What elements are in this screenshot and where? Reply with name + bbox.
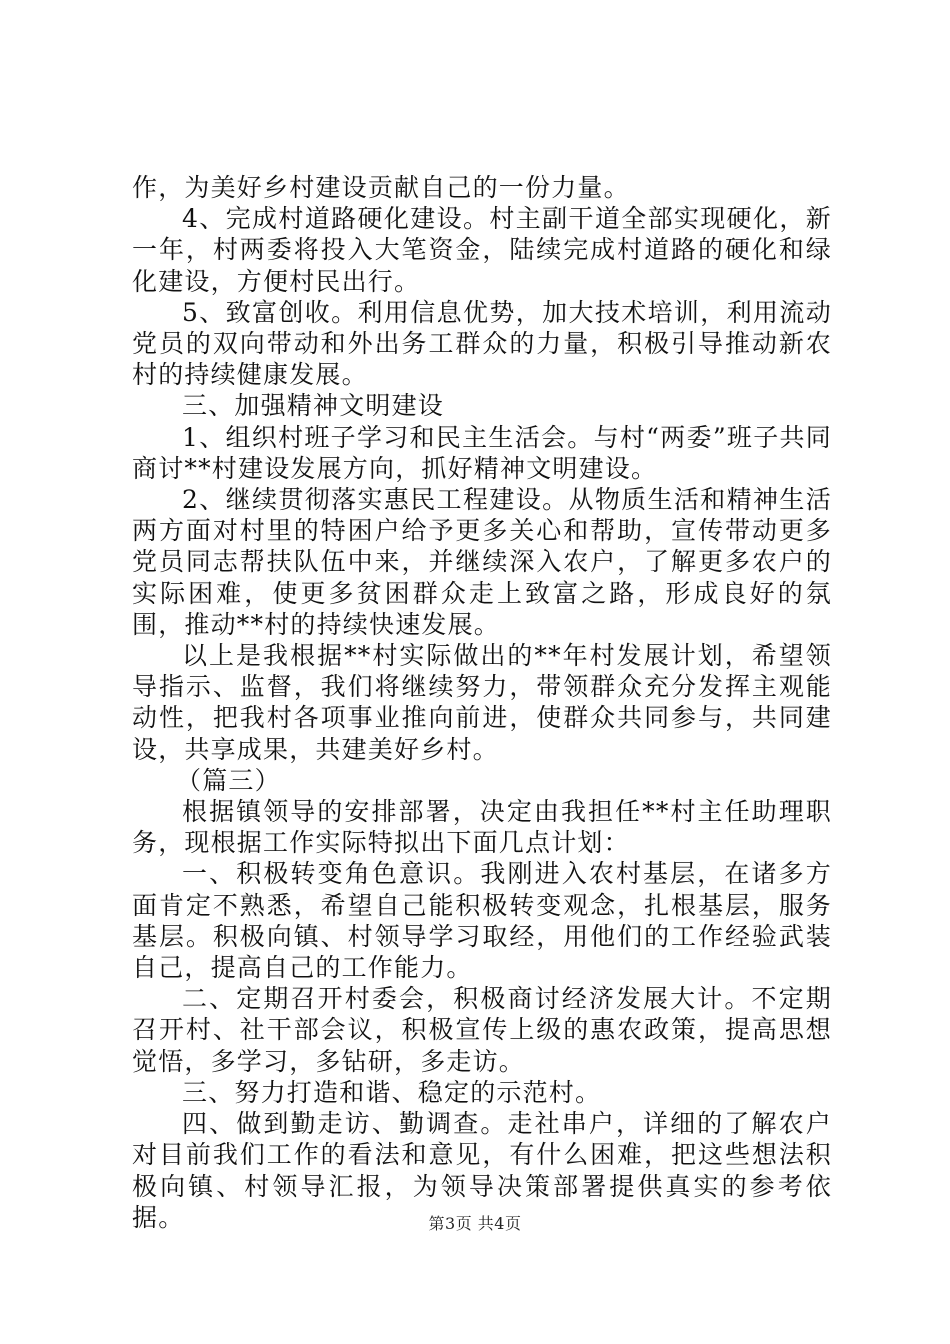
chapter-label: （篇三） [176,765,281,795]
paragraph-12: 三、努力打造和谐、稳定的示范村。 [182,1077,602,1107]
paragraph-6: 2、继续贯彻落实惠民工程建设。从物质生活和精神生活两方面对村里的特困户给予更多关心和帮助，宣传带动更多党员同志帮扶队伍中来，并继续深入农户，了解更多农户的实际困难，使更多贫困群众走上致富之路，形成良好的氛围，推动**村的持续快速发展。 [132,485,832,639]
paragraph-5: 1、组织村班子学习和民主生活会。与村“两委”班子共同商讨**村建设发展方向，抓好精神文明建设。 [132,422,832,483]
section-heading: 三、加强精神文明建设 [182,391,445,421]
paragraph-1: 作，为美好乡村建设贡献自己的一份力量。 [132,173,630,202]
paragraph-7: 以上是我根据**村实际做出的**年村发展计划，希望领导指示、监督，我们将继续努力，带领群众充分发挥主观能动性，把我村各项事业推向前进，使群众共同参与，共同建设，共享成果，共建美好乡村。 [132,641,832,764]
page-number-footer: 第3页 共4页 [428,1214,522,1233]
paragraph-11: 二、定期召开村委会，积极商讨经济发展大计。不定期召开村、社干部会议，积极宣传上级的惠农政策，提高思想觉悟，多学习，多钻研，多走访。 [132,984,832,1076]
document-body [132,172,832,1233]
paragraph-13: 四、做到勤走访、勤调查。走社串户，详细的了解农户对目前我们工作的看法和意见，有什么困难，把这些想法积极向镇、村领导汇报，为领导决策部署提供真实的参考依据。 [132,1109,832,1232]
paragraph-10: 一、积极转变角色意识。我刚进入农村基层，在诸多方面肯定不熟悉，希望自己能积极转变观念，扎根基层，服务基层。积极向镇、村领导学习取经，用他们的工作经验武装自己，提高自己的工作能力。 [132,859,832,983]
paragraph-3: 5、致富创收。利用信息优势，加大技术培训，利用流动党员的双向带动和外出务工群众的力量，积极引导推动新农村的持续健康发展。 [132,297,832,390]
paragraph-9: 根据镇领导的安排部署，决定由我担任**村主任助理职务，现根据工作实际特拟出下面几点计划： [132,797,832,858]
paragraph-2: 4、完成村道路硬化建设。村主副干道全部实现硬化，新一年，村两委将投入大笔资金，陆续完成村道路的硬化和绿化建设，方便村民出行。 [132,204,832,296]
